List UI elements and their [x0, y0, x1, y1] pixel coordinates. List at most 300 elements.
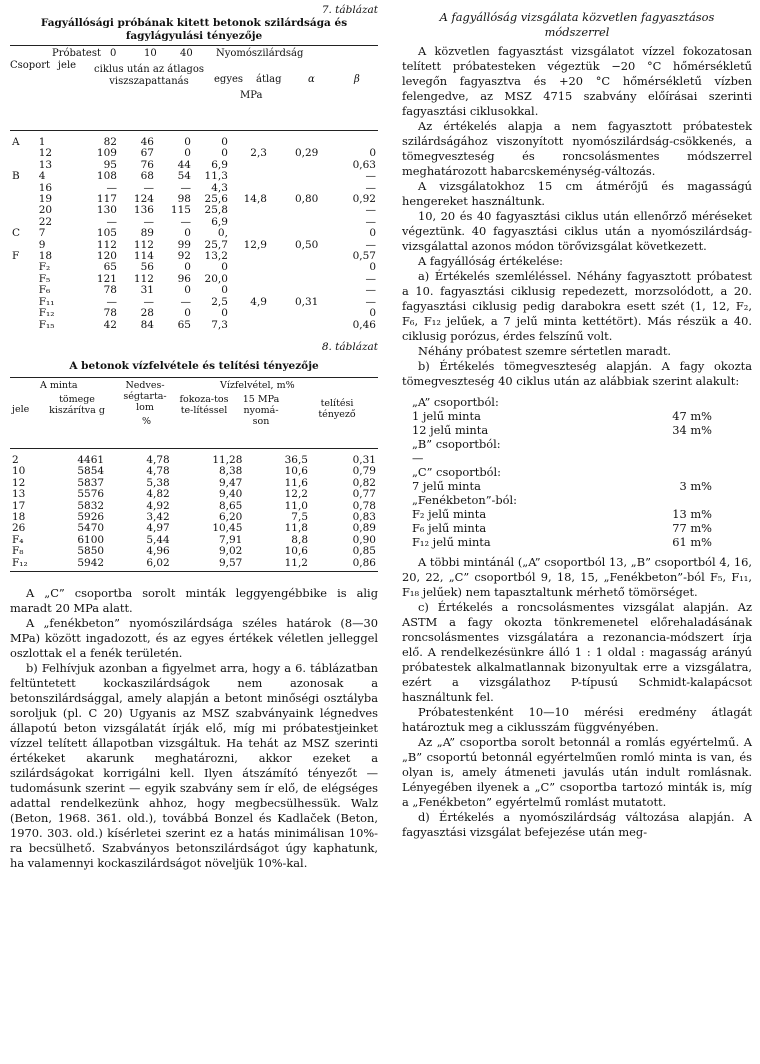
table7-cell: 117 — [96, 193, 117, 206]
table8-cell: 10,6 — [284, 545, 308, 558]
table7-cell: 54 — [177, 170, 191, 183]
table7-cell — [269, 228, 320, 239]
table7-cell — [230, 228, 269, 239]
table8-cell: 4461 — [77, 453, 105, 466]
table7-cell — [230, 171, 269, 182]
list-item-label: „B” csoportból: — [412, 437, 501, 451]
table8-cell: 12,2 — [284, 488, 308, 501]
table8-cell: 0,90 — [352, 533, 376, 546]
table7-cell: 28 — [140, 307, 154, 320]
list-item-value: 77 m% — [672, 521, 712, 535]
table8-cell: 3,42 — [146, 510, 170, 523]
table7-cell: 12,9 — [243, 238, 267, 251]
right-paragraph-8: b) Értékelés tömegveszteség alapján. A fagy okozta tömegveszteség 40 ciklus után az alábbiak szerint alakult: — [402, 359, 752, 388]
table7-cell — [269, 262, 320, 273]
table8-cell: 5,38 — [146, 476, 170, 489]
table8-cell: 11,6 — [284, 476, 308, 489]
table7-cell — [230, 274, 269, 285]
table8-cell: 0,85 — [352, 545, 376, 558]
table8-row — [10, 455, 378, 466]
table7-cell: — — [365, 215, 376, 228]
table7-cell: 67 — [140, 147, 154, 160]
table8-header-id: jele — [12, 403, 30, 415]
table7-cell: F₁₁ — [38, 295, 55, 308]
list-item-value — [630, 451, 712, 465]
table7-cell: — — [365, 181, 376, 194]
table7-row — [10, 251, 378, 262]
table7-row — [10, 274, 378, 285]
table7-cell: 0 — [369, 147, 376, 160]
table7-cell — [269, 285, 320, 296]
table8-cell: 0,83 — [352, 510, 376, 523]
table7-cell: — — [143, 295, 154, 308]
table7-cell: 130 — [96, 204, 117, 217]
table7-cell: 0,63 — [352, 158, 376, 171]
table8-cell: 9,47 — [218, 476, 243, 489]
list-item-value — [630, 437, 712, 451]
right-paragraph-12: Az „A” csoportba sorolt betonnál a romlás egyértelmű. A „B” csoportú betonnál egyértelműen romló minta is van, és olyan is, amely átmeneti javulás után indult romlásnak. Lényegében ilyenek a „C” csoportba tartozó minták is, míg a „Fenékbeton” egyértelmű romlást mutatott. — [402, 735, 752, 809]
table7-header-c10: 10 — [144, 48, 157, 59]
table8-cell: 5470 — [77, 522, 105, 535]
table7-title-line2: fagylágyulási tényezője — [125, 30, 263, 42]
table7-header — [10, 46, 378, 130]
table8-cell: 0,89 — [352, 522, 376, 535]
table8-cell: 36,5 — [284, 453, 308, 466]
table7-row — [10, 262, 378, 273]
table7-cell: — — [365, 295, 376, 308]
table8-cell: 8,38 — [218, 465, 243, 478]
list-item — [412, 409, 712, 423]
table7-cell: A — [12, 136, 20, 148]
table7-cell: — — [365, 204, 376, 217]
table7-cell: 46 — [140, 136, 154, 148]
table7-row — [10, 205, 378, 216]
table8-cell: F₁₂ — [12, 556, 28, 569]
table8-cell: 0,77 — [352, 488, 376, 501]
table7-cell: 6,9 — [211, 158, 228, 171]
section-title-line2: módszerrel — [544, 25, 610, 39]
table8-cell: 5942 — [77, 556, 105, 569]
list-item-label: F₁₂ jelű minta — [412, 535, 491, 549]
table7-row — [10, 285, 378, 296]
list-item-label: „A” csoportból: — [412, 395, 499, 409]
section-title-line1: A fagyállóság vizsgálata közvetlen fagyasztásos — [439, 10, 715, 24]
table7-cell: — — [143, 215, 154, 228]
table8-header-moisture: Nedves-ségtarta-lom — [123, 379, 167, 413]
table7-header-compressive: Nyomószilárdság — [216, 48, 304, 59]
table7-cell: 20,0 — [204, 272, 228, 285]
list-item-label: „Fenékbeton”-ból: — [412, 493, 518, 507]
list-item — [412, 521, 712, 535]
table7-cell: 0 — [184, 284, 191, 297]
table7-cell: 0 — [369, 261, 376, 274]
table8-cell: 8,65 — [218, 499, 243, 512]
table8-cell: 4,78 — [146, 453, 170, 466]
table7-cell: 96 — [177, 272, 191, 285]
table7-cell: F₁₂ — [38, 307, 55, 320]
list-item-value — [630, 395, 712, 409]
list-item — [412, 437, 712, 451]
table8-cell: 5837 — [77, 476, 105, 489]
table7-cell — [10, 308, 37, 319]
right-paragraph-11: Próbatestenként 10—10 mérési eredmény átlagát határoztuk meg a ciklusszám függvényében. — [402, 705, 752, 734]
table7-cell: 0 — [221, 261, 228, 274]
table8-header-mass: tömege kiszárítva g — [49, 393, 105, 416]
table7-cell: — — [143, 181, 154, 194]
table7-cell: 120 — [96, 250, 117, 263]
table7-cell: 0,80 — [294, 193, 319, 206]
table7-cell: 0 — [369, 307, 376, 320]
table8-cell: 9,02 — [218, 545, 243, 558]
table7-cell: 98 — [177, 193, 191, 206]
table7-cell — [230, 308, 269, 319]
list-item-label: — — [412, 451, 424, 465]
table7-cell: F₂ — [38, 261, 51, 274]
table7-cell: F₅ — [38, 272, 51, 285]
table8-cell: 4,97 — [146, 522, 170, 535]
table7-cell: 2,5 — [211, 295, 228, 308]
table8-header-mpa15: 15 MPa nyomá-son — [242, 393, 280, 427]
table7-row — [10, 320, 378, 331]
table7-cell: — — [106, 181, 117, 194]
list-item-value: 61 m% — [672, 535, 712, 549]
table7-cell — [230, 217, 269, 228]
table8-cell: F₄ — [12, 533, 24, 546]
table7-cell: 0 — [184, 227, 191, 240]
table7-cell: 20 — [38, 204, 53, 217]
list-item-label: F₆ jelű minta — [412, 521, 487, 535]
table7-cell — [230, 205, 269, 216]
table8-cell: 11,8 — [284, 522, 308, 535]
table8-cell: 7,91 — [218, 533, 243, 546]
right-paragraph-9: A többi mintánál („A” csoportból 13, „B” csoportból 4, 16, 20, 22, „C” csoportból 9, 18, 15, „Fenékbeton”-ból F₅, F₁₁, F₁₈ jelűek) nem tapasztaltunk mérhető tömörséget. — [402, 555, 752, 599]
table8-cell: 5926 — [77, 510, 105, 523]
table7-cell: 42 — [103, 318, 117, 331]
list-item-value — [630, 465, 712, 479]
list-item-label: 1 jelű minta — [412, 409, 481, 423]
table7-cell — [230, 320, 269, 331]
table8-cell: 4,78 — [146, 465, 170, 478]
table8-cell: 5,44 — [146, 533, 170, 546]
table7-cell: 108 — [96, 170, 117, 183]
table7-cell: 0,31 — [294, 295, 319, 308]
table7-row — [10, 228, 378, 239]
list-item-label: 12 jelű minta — [412, 423, 489, 437]
table8-cell: 5576 — [77, 488, 105, 501]
table7-cell: 0, — [217, 227, 228, 240]
table7-header-group: Csoport — [10, 60, 51, 71]
table7-cell — [230, 285, 269, 296]
right-paragraph-3: A vizsgálatokhoz 15 cm átmérőjű és magasságú hengereket használtunk. — [402, 179, 752, 208]
table8-cell: 6,02 — [146, 556, 170, 569]
left-paragraph-3: b) Felhívjuk azonban a figyelmet arra, hogy a 6. táblázatban feltüntetett kockaszilárdságok nem azonosak a betonszilárdsággal, amely alapján a betont minőségi osztályba soroljuk (pl. C 20) Ugyanis az MSZ szabványaink légnedves állapotú beton vizsgálatát írják elő, míg mi próbatestjeinket vízzel telített állapotban vizsgáltuk. Ha tehát az MSZ szerinti értékeket akarunk meghatározni, akkor ezeket a szilárdságokat korrigálni kell. Ilyen átszámító tényezőt — tudomásunk szerint — egyik szabvány sem ír elő, de elégséges adattal rendelkezünk ahhoz, hogy megbecsülhessük. Walz (Beton, 1968. 361. old.), továbbá Bonzel és Kadlaček (Beton, 1970. 303. old.) kísérletei szerint ez a hatás minimálisan 10%-ra becsülhető. Szabványos betonszilárdságot úgy kaphatunk, ha valamennyi kockaszilárdságot növeljük 10%-kal. — [10, 660, 378, 870]
table7-cell: 14,8 — [243, 193, 267, 206]
list-item-value: 13 m% — [672, 507, 712, 521]
table7-cell: 31 — [140, 284, 154, 297]
table7-title-line1: Fagyállósági próbának kitett betonok szilárdsága és — [40, 17, 348, 29]
table7-header-single: egyes — [214, 74, 244, 85]
table7-cell: 0,57 — [352, 250, 376, 263]
list-item-label: „C” csoportból: — [412, 465, 501, 479]
list-item — [412, 465, 712, 479]
right-column — [402, 0, 752, 840]
table7-cell: 0 — [221, 284, 228, 297]
table8-header-pct: % — [142, 415, 152, 427]
table8-cell: 11,0 — [284, 499, 308, 512]
table7-cell: 0,50 — [294, 238, 319, 251]
table8-header-gradual: fokoza-tos te-lítéssel — [179, 393, 229, 416]
table7-cell: 0,92 — [352, 193, 376, 206]
table7-cell: 1 — [38, 136, 46, 148]
table7-cell — [10, 297, 37, 308]
table7-header-avg: átlag — [256, 74, 282, 85]
table7-row — [10, 217, 378, 228]
list-item-value: 3 m% — [679, 479, 712, 493]
table8-cell: 7,5 — [291, 510, 308, 523]
table7-cell: 4 — [38, 170, 46, 183]
table7-cell: 84 — [140, 318, 154, 331]
table7-cell: 11,3 — [204, 170, 228, 183]
table7-cell: 99 — [177, 238, 191, 251]
table8-row — [10, 546, 378, 557]
table7-cell: 9 — [38, 238, 46, 251]
table7-cell: 56 — [140, 261, 154, 274]
table7-cell: 4,3 — [211, 181, 228, 194]
table7-cell: 22 — [38, 215, 53, 228]
right-paragraph-2: Az értékelés alapja a nem fagyasztott próbatestek szilárdságához viszonyított nyomószilárdság-csökkenés, a tömegveszteség és roncsolásmentes módszerrel meghatározott habarcskeménység-változás. — [402, 119, 752, 178]
table7-cell: 68 — [140, 170, 154, 183]
right-paragraph-10: c) Értékelés a roncsolásmentes vizsgálat alapján. Az ASTM a fagy okozta tönkremenetel előrehaladásának roncsolásmentes vizsgálatára a rezonancia-módszert írja elő. A rendelkezésünkre álló 1 : 1 oldal : magasság arányú próbatestek alkalmatlannak bizonyultak erre a vizsgálatra, ezért a vizsgálathoz P-típusú Schmidt-kalapácsot használtunk fel. — [402, 600, 752, 704]
table8-cell: F₈ — [12, 545, 24, 558]
table8-row — [10, 466, 378, 477]
table8-cell: 12 — [12, 476, 26, 489]
table7-cell: 112 — [133, 238, 154, 251]
right-paragraph-4: 10, 20 és 40 fagyasztási ciklus után ellenőrző méréseket végeztünk. 40 fagyasztási ciklus után a nyomószilárdság-vizsgálattal azonos módon törővizsgálat következett. — [402, 209, 752, 253]
right-paragraph-7: Néhány próbatest szemre sértetlen maradt. — [418, 344, 672, 358]
table8-title: A betonok vízfelvétele és telítési tényezője — [69, 359, 319, 372]
table7-cell — [269, 274, 320, 285]
mass-loss-list — [412, 395, 712, 549]
table8-row — [10, 489, 378, 500]
table7-cell: 112 — [133, 272, 154, 285]
table8-cell: 11,28 — [212, 453, 243, 466]
table7-cell: 13,2 — [204, 250, 228, 263]
table7-cell: — — [365, 284, 376, 297]
table7-cell: 0 — [184, 147, 191, 160]
table7-cell — [269, 308, 320, 319]
list-item — [412, 423, 712, 437]
table8-row — [10, 501, 378, 512]
list-item-value: 34 m% — [672, 423, 712, 437]
table7-cell: 82 — [103, 136, 117, 148]
table7-cell — [230, 262, 269, 273]
table8-cell: 4,82 — [146, 488, 170, 501]
table7-header-alpha: α — [308, 74, 315, 85]
table8-header-sample: A minta — [40, 379, 78, 391]
table7-label: 7. táblázat — [321, 4, 378, 16]
table7-cell: — — [106, 215, 117, 228]
table8-cell: 9,57 — [218, 556, 243, 569]
table8-row — [10, 478, 378, 489]
table8-cell: 10,45 — [212, 522, 243, 535]
table7-cell: 115 — [170, 204, 191, 217]
table7-cell: 0 — [184, 136, 191, 148]
table7-body — [10, 137, 378, 331]
table8-cell: 0,31 — [352, 453, 376, 466]
table7-cell: 65 — [103, 261, 117, 274]
table8-cell: 5854 — [77, 465, 105, 478]
table8-cell: 5832 — [77, 499, 105, 512]
table7-cell: 0,46 — [352, 318, 376, 331]
table7-cell: 7,3 — [211, 318, 228, 331]
table8-cell: 17 — [12, 499, 26, 512]
table7-cell: — — [180, 295, 191, 308]
table8-cell: 5850 — [77, 545, 105, 558]
table7-cell: 0 — [369, 227, 376, 240]
table7-cell: 19 — [38, 193, 53, 206]
table7-cell: 0 — [221, 147, 228, 160]
table7-cell: 18 — [38, 250, 53, 263]
table7-header-c40: 40 — [180, 48, 193, 59]
table7-cell: 65 — [177, 318, 191, 331]
table7-cell: F₆ — [38, 284, 51, 297]
table7-cell: 112 — [96, 238, 117, 251]
table7-cell — [10, 262, 37, 273]
table8-cell: 11,2 — [284, 556, 308, 569]
table7-row — [10, 137, 378, 148]
table7-cell: 2,3 — [250, 147, 267, 160]
table7-cell — [10, 320, 37, 331]
table7-cell: 76 — [140, 158, 154, 171]
table7-header-c0: 0 — [110, 48, 117, 59]
table7-cell — [269, 251, 320, 262]
table8-cell: 6,20 — [218, 510, 243, 523]
list-item — [412, 507, 712, 521]
table8-cell: 26 — [12, 522, 26, 535]
table7-cell — [269, 205, 320, 216]
table7-cell: 114 — [133, 250, 154, 263]
table8-row — [10, 558, 378, 569]
table8-row — [10, 523, 378, 534]
table8-cell: 8,8 — [291, 533, 308, 546]
table8-header-sat: telítési tényező — [318, 397, 356, 420]
list-item — [412, 493, 712, 507]
table7-cell: 95 — [103, 158, 117, 171]
table7-cell: 92 — [177, 250, 191, 263]
table7-cell: 105 — [96, 227, 117, 240]
table7-cell: 25,7 — [204, 238, 228, 251]
table7-cell: 0 — [184, 307, 191, 320]
table7-row — [10, 148, 378, 159]
table7-cell: 0 — [221, 136, 228, 148]
table7-cell — [10, 205, 37, 216]
table7-cell: 136 — [133, 204, 154, 217]
table7-header-cycles: ciklus után az átlagos viszszapattanás — [94, 64, 204, 87]
table8-cell: 10,6 — [284, 465, 308, 478]
table7-row — [10, 183, 378, 194]
table7-cell — [10, 285, 37, 296]
table8-cell: 10 — [12, 465, 26, 478]
table7-cell — [269, 171, 320, 182]
table7-cell — [10, 148, 37, 159]
table7-cell: 109 — [96, 147, 117, 160]
table7-cell: F — [12, 250, 20, 263]
table7-cell: 6,9 — [211, 215, 228, 228]
table7-row — [10, 194, 378, 205]
list-item-label: 7 jelű minta — [412, 479, 481, 493]
right-paragraph-13: d) Értékelés a nyomószilárdság változása alapján. A fagyasztási vizsgálat befejezése után meg- — [402, 810, 752, 839]
list-item-value: 47 m% — [672, 409, 712, 423]
table7-cell: 44 — [177, 158, 191, 171]
table7-cell — [230, 251, 269, 262]
table7-cell: 7 — [38, 227, 46, 240]
table7-header-sample: Próbatest jele — [52, 48, 101, 71]
table7-cell: 0 — [184, 261, 191, 274]
table7-cell: 124 — [133, 193, 154, 206]
table7-row — [10, 240, 378, 251]
list-item-value — [630, 493, 712, 507]
table8-header-water: Vízfelvétel, m% — [220, 379, 295, 391]
list-item — [412, 395, 712, 409]
table8-header — [10, 378, 378, 448]
left-column — [10, 0, 378, 871]
table7-cell — [269, 160, 320, 171]
table7-cell: B — [12, 170, 20, 183]
table7-cell: C — [12, 227, 21, 240]
left-paragraph-1: A „C” csoportba sorolt minták leggyengébbike is alig maradt 20 MPa alatt. — [10, 585, 378, 615]
table7-cell: — — [106, 295, 117, 308]
table7-cell: — — [365, 272, 376, 285]
table8-cell: 0,79 — [352, 465, 376, 478]
table8-cell: 0,78 — [352, 499, 376, 512]
right-paragraph-1: A közvetlen fagyasztást vizsgálatot vízzel fokozatosan telített próbatesteken végeztük −20 °C hőmérsékletű levegőn fagyasztva és +20 °C hőmérsékletű vízben felengedve, az MSZ 4715 szabvány előírásai szerinti fagyasztási ciklusokkal. — [402, 44, 752, 118]
table7-cell — [269, 217, 320, 228]
table7-cell — [10, 274, 37, 285]
table7-cell: 13 — [38, 158, 53, 171]
table7-header-mpa: MPa — [240, 90, 263, 101]
table7-cell: 121 — [96, 272, 117, 285]
table8-cell: 4,96 — [146, 545, 170, 558]
table7-cell: 78 — [103, 307, 117, 320]
table7-cell: 25,6 — [204, 193, 228, 206]
table8-body — [10, 455, 378, 569]
table7-cell — [269, 320, 320, 331]
list-item — [412, 479, 712, 493]
table7-cell: 89 — [140, 227, 154, 240]
left-paragraph-2: A „fenékbeton” nyomószilárdsága széles határok (8—30 MPa) között ingadozott, és az egyes értékek véletlen jelleggel oszlottak el a fenék területén. — [10, 615, 378, 660]
list-item — [412, 535, 712, 549]
table7-cell: — — [180, 215, 191, 228]
table8-cell: 2 — [12, 453, 19, 466]
table7-cell: 12 — [38, 147, 53, 160]
table8-cell: 0,86 — [352, 556, 376, 569]
table8-row — [10, 535, 378, 546]
table7-cell: 4,9 — [250, 295, 267, 308]
list-item — [412, 451, 712, 465]
table7-cell — [230, 160, 269, 171]
table8-cell: 0,82 — [352, 476, 376, 489]
table7-cell: 0,29 — [294, 147, 319, 160]
table7-header-beta: β — [354, 74, 360, 85]
table7-cell: 78 — [103, 284, 117, 297]
table7-row — [10, 308, 378, 319]
table7-cell: F₁₅ — [38, 318, 55, 331]
table7-row — [10, 160, 378, 171]
table8-cell: 13 — [12, 488, 26, 501]
table8-cell: 6100 — [77, 533, 105, 546]
table7-row — [10, 297, 378, 308]
table7-cell: 0 — [221, 307, 228, 320]
